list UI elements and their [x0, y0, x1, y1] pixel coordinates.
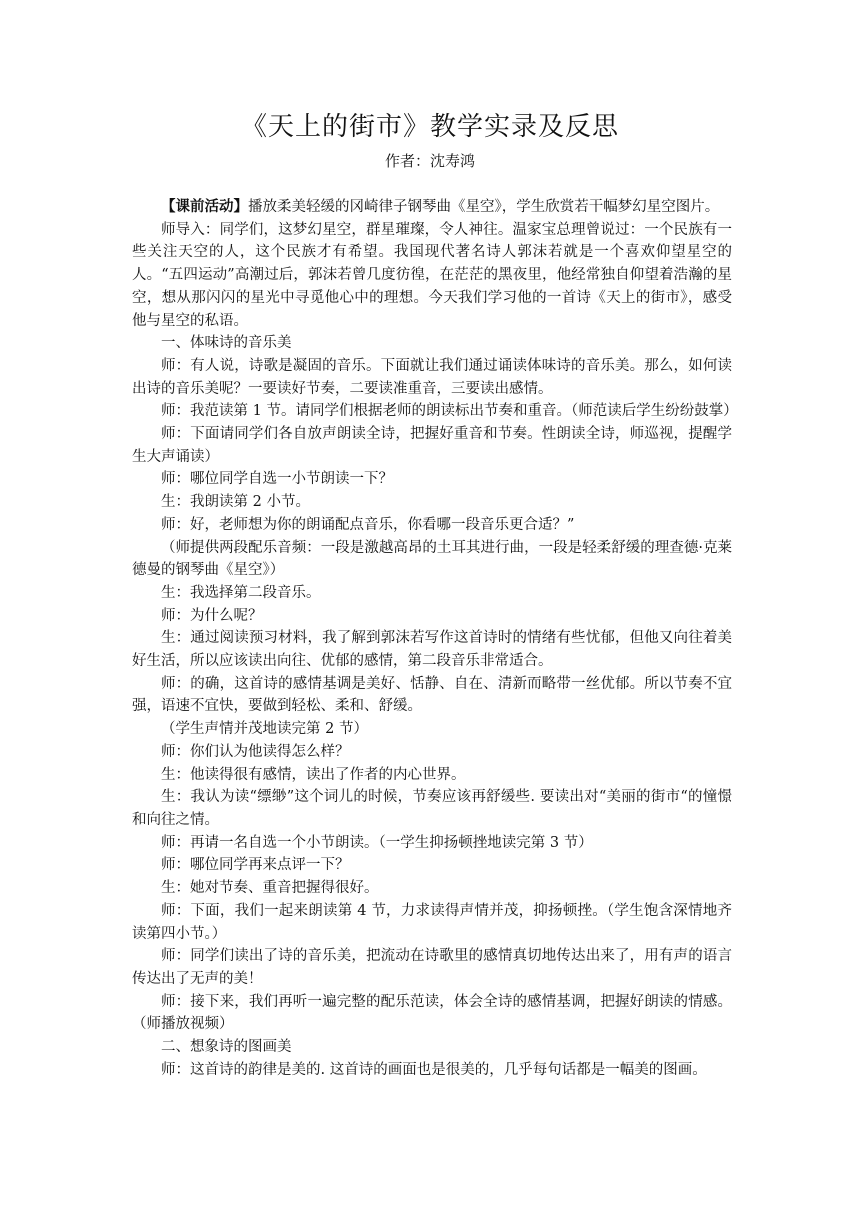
paragraph [132, 605, 732, 628]
document-title: 《天上的街市》教学实录及反思 [240, 112, 619, 142]
paragraph [132, 854, 732, 877]
paragraph [132, 537, 732, 582]
paragraph [132, 355, 732, 400]
paragraph [132, 423, 732, 468]
paragraph [132, 196, 732, 219]
paragraph-text: 师：有人说，诗歌是凝固的音乐。下面就让我们通过诵读体味诗的音乐美。那么，如何读出诗的音乐美呢？一要读好节奏，二要读准重音，三要读出感情。 [132, 357, 732, 397]
paragraph-text: 师导入：同学们，这梦幻星空，群星璀璨，令人神往。温家宝总理曾说过：一个民族有一些关注天空的人，这个民族才有希望。我国现代著名诗人郭沫若就是一个喜欢仰望星空的人。“五四运动”高潮过后，郭沫若曾几度彷徨，在茫茫的黑夜里，他经常独自仰望着浩瀚的星空，想从那闪闪的星光中寻觅他心中的理想。今天我们学习他的一首诗《天上的街市》，感受他与星空的私语。 [132, 221, 732, 329]
paragraph-text: 一、体味诗的音乐美 [161, 335, 292, 352]
paragraph-text: 师：接下来，我们再听一遍完整的配乐范读，体会全诗的感情基调，把握好朗读的情感。（师播放视频） [132, 993, 732, 1033]
paragraph-text: 师：下面请同学们各自放声朗读全诗，把握好重音和节奏。性朗读全诗，师巡视，提醒学生大声诵读） [132, 426, 732, 465]
paragraph [132, 468, 732, 491]
paragraph [132, 718, 732, 741]
paragraph [132, 741, 732, 764]
paragraph-text: 生：通过阅读预习材料，我了解到郭沫若写作这首诗时的情绪有些忧郁，但他又向往着美好生活，所以应该读出向往、优郁的感情，第二段音乐非常适合。 [132, 630, 732, 670]
paragraph-text: 播放柔美轻缓的冈崎律子钢琴曲《星空》，学生欣赏若干幅梦幻星空图片。 [248, 199, 720, 215]
paragraph-tag: 【课前活动】 [161, 198, 248, 215]
paragraph [132, 945, 732, 990]
paragraph [132, 400, 738, 423]
paragraph [132, 514, 732, 537]
paragraph [132, 764, 732, 787]
paragraph-text: 生：我认为读“缥缈”这个词儿的时候，节奏应该再舒缓些. 要读出对“美丽的街市“的憧憬和向往之情。 [132, 789, 732, 828]
paragraph-text: 师：同学们读出了诗的音乐美，把流动在诗歌里的感情真切地传达出来了，用有声的语言传达出了无声的美！ [132, 948, 732, 987]
paragraph [132, 491, 732, 514]
paragraph-text: （学生声情并茂地读完第 2 节） [161, 721, 368, 738]
paragraph [132, 219, 732, 333]
paragraph [132, 1059, 732, 1082]
paragraph-text: 生：她对节奏、重音把握得很好。 [161, 880, 379, 897]
paragraph-text: 师：的确，这首诗的感情基调是美好、恬静、自在、清新而略带一丝优郁。所以节奏不宜强，语速不宜快，要做到轻松、柔和、舒缓。 [132, 675, 732, 715]
paragraph [132, 991, 732, 1036]
paragraph-text: 师：哪位同学再来点评一下？ [161, 857, 350, 874]
paragraph-text: （师提供两段配乐音频：一段是激越高昂的土耳其进行曲，一段是轻柔舒缓的理查德·克莱德曼的钢琴曲《星空》） [132, 539, 732, 579]
paragraph-text: 师：你们认为他读得怎么样？ [161, 743, 350, 760]
paragraph-text: 生：我朗读第 2 小节。 [161, 494, 310, 511]
paragraph [132, 332, 732, 355]
paragraph-text: 生：他读得很有感情，读出了作者的内心世界。 [161, 766, 466, 783]
paragraph-text: 生：我选择第二段音乐。 [161, 584, 321, 601]
document-author: 作者：沈寿鸿 [384, 152, 475, 170]
document-body [132, 196, 738, 1081]
paragraph [132, 786, 732, 831]
paragraph [132, 832, 732, 855]
paragraph-text: 二、想象诗的图画美 [161, 1039, 292, 1056]
paragraph [132, 582, 732, 605]
paragraph [132, 673, 732, 718]
paragraph-text: 师：这首诗的韵律是美的. 这首诗的画面也是很美的，几乎每句话都是一幅美的图画。 [161, 1061, 707, 1078]
paragraph [132, 900, 732, 945]
paragraph-text: 师：再请一名自选一个小节朗读。（一学生抑扬顿挫地读完第 3 节） [161, 834, 593, 851]
paragraph-text: 师：下面，我们一起来朗读第 4 节，力求读得声情并茂，抑扬顿挫。（学生饱含深情地齐读第四小节。） [132, 902, 732, 942]
paragraph [132, 627, 732, 672]
paragraph-text: 师：为什么呢？ [161, 607, 263, 624]
paragraph [132, 877, 732, 900]
paragraph-text: 师：哪位同学自选一小节朗读一下？ [161, 471, 393, 488]
paragraph-text: 师：我范读第 1 节。请同学们根据老师的朗读标出节奏和重音。（师范读后学生纷纷鼓掌） [161, 403, 738, 420]
paragraph [132, 1036, 732, 1059]
paragraph-text: 师：好，老师想为你的朗诵配点音乐，你看哪一段音乐更合适？” [161, 516, 575, 533]
